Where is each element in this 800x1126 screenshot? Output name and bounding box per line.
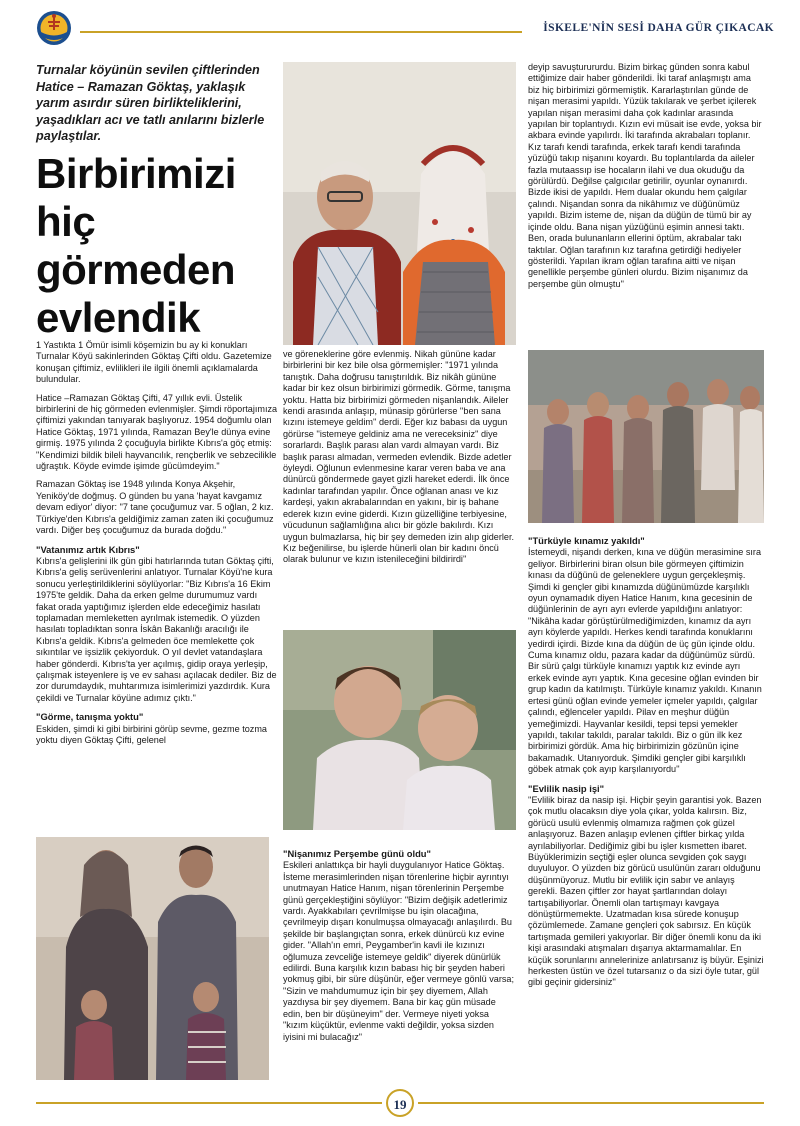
page-number: 19 — [386, 1089, 414, 1117]
article-headline — [36, 150, 280, 342]
headline-line: görmeden — [36, 246, 236, 293]
paragraph: ve göreneklerine göre evlenmiş. Nikah gününe kadar birbirlerini bir kez bile olsa görmemişler: "1971 yılında tanıştık. Daha doğrusu tanıştırıldık. Biz nikâh gününe kadar bir kez olsun birbirimizi görmedik. Görme, tanışma yoktu. Hatta biz birbirimizi görmeden nişanlandık. Aileler kendi arasında anlaşıp, münasip görürlerse ''ben sana kızını istemeye geldim'' derdi. Eğer kız babası da uygun görürse ''istemeye geldiniz ama ne vereceksiniz'' diye sorarlardı. Başlık parası alan vardı almayan vardı. Biz başlık parası almadan, vermeden evlendik. Bizde adetler öyleydi. Oğlunun evlenmesine karar veren baba ve ana dünürcü göndermede gayet gizli hareket ederdi. İlk önce kadınlar tarafından yapılır. Önce oğlanan anası ve kız kardeşi, yakın akrabalarından en yakını, bir iş bahane ederek kızın evine giderdi. Kızın güzelliğine terbiyesine, vücudunun sağlamlığına alıcı bir gözle bakılırdı. Kızı uygun bulmazlarsa, hiç bir şey demeden izin alıp giderler. Kız beğenilirse, bu işlerde hünerli olan bir kadını öncü olarak bulunur ve kızın istenileceğini bildirirdi'' — [283, 349, 515, 565]
article-column-1 — [36, 340, 279, 753]
footer-rule-left — [36, 1102, 382, 1104]
subheading: "Vatanımız artık Kıbrıs" — [36, 543, 140, 555]
paragraph: deyip savuşturururdu. Bizim birkaç günden sonra kabul ettiğimize dair haber gönderildi. İki taraf anlaşmıştı ama biz hiç birbirimizi görmemiştik. Kararlaştırılan günde de nişan merasimi yapıldı. Yüzük takılarak ve şerbet içilerek yapılan nişan merasimi daha çok kadınlar arasında yapılan bir toplantıydı. Kızın evi müsait ise evde, yoksa bir akbara evinde yapılırdı. İki tarafında akrabaları toplanır. Kız tarafı kendi tarafında, erkek tarafı kendi tarafında yüzüğü takıp nişanını koyardı. Bu toplantılarda da aileler fazla mutaassıp ise hocaların ilahi ve dua okuduğu da görülürdü. Değilse çalgıcılar getirilir, oyunlar oynanırdı. Bizde ikisi de yapıldı. Hem dualar okundu hem çalgılar çalındı. Nişandan sonra da nikâhımız ve düğünümüz yapıldı. Bizim isteme de, nişan da düğün de tümü bir ay içinde oldu. Bana nişan yüzüğünü eşimin annesi taktı. Ben, orada bulunanların ellerini öptüm, akrabalar takı taktılar. Oğlan tarafının kız tarafına getirdiği hediyeler gösterildi. Yapılan ikram oğlan tarafına aitti ve nişan genellikle perşembe günleri olurdu. Bizim nişanımız da perşembe gün olmuştu'' — [528, 62, 762, 289]
article-column-2 — [283, 349, 516, 573]
headline-line: Birbirimizi — [36, 150, 236, 197]
headline-line: hiç — [36, 198, 96, 245]
footer-rule-right — [418, 1102, 764, 1104]
article-column-3 — [528, 62, 764, 297]
paragraph: Eskileri anlattıkça bir hayli duygulanıyor Hatice Göktaş. İsteme merasimlerinden nişan törenlerine hiçbir ayrıntıyı unutmayan Hatice Hanım, nişan törenlerinin Perşembe günü gerçekleştiğini söylüyor: "Bizim değişik adetlerimiz vardı. Ayakkabıları çevrilmişse bu işin olacağına, çevrilmeyip dışarı konulmuşsa olmayacağı anlaşılırdı. Bu şekilde bir başlangıçtan sonra, erkek dünürcü kız evine gider. "Allah'ın emri, Peygamber'in kavli ile kızınızı oğlumuza zevceliğe istemeye geldik" diyerek dünürlük edilirdi. Buna karşılık kızın babası hiç bir şeyden haberi yokmuş gibi, bir süre düşünür, eğer vermeye gönlü varsa; "Sizin ve mahdumumuz için bir şey diyemem, Allah yazdıysa bir şey diyemem. Bana bir kaç gün müsade edin, ben bir düşüneyim" der. Vermeye niyeti yoksa "kızım küçüktür, evlenme vakti değildir, yoksa sizden iyisini mi bulacağız" — [283, 860, 514, 1042]
paragraph: Kıbrıs'a gelişlerini ilk gün gibi hatırlarında tutan Göktaş çifti, Kıbrıs'a geliş serüvenlerini anlatıyor. Turnalar Köyü'ne kura sonucu yerleştirildiklerini söylüyorlar: "Biz Kıbrıs'a 16 Ekim 1975'te geldik. Daha da erken gelme durumumuz vardı fakat orada yaptığımız işlerden elde edeceğimiz hasılatı toplamadan memleketten ayrılmak istemedik. O yüzden hasılatı topladıktan sonra İskân Bakanlığı aracılığı ile Kıbrıs'a geldik. Kıbrıs'a gelmeden öce memlekette çok sıkıntılar ve işsizlik çekiyorduk. O yıl devlet vatandaşlara haber gönderdi. Kıbrıs'ta yer açılmış, gidip oraya yerleşip, çalışmak isteyenlere iş ve ev sahası açılacak dediler. Biz de zor durumdaydık, muhtarımıza isimlerimizi yazdırdık. Kura çekildi ve Turnalar köyüne adımız çıktı." — [36, 555, 277, 703]
headline-line: evlendik — [36, 294, 201, 341]
photo-two-children — [283, 630, 516, 830]
photo-family-group — [528, 350, 764, 523]
subheading: "Görme, tanışma yoktu" — [36, 711, 144, 723]
header-rule — [80, 31, 522, 33]
paragraph: Ramazan Göktaş ise 1948 yılında Konya Akşehir, Yeniköy'de doğmuş. O günden bu yana 'hayat kavgamız devam ediyor' diyor: "7 tane çocuğumuz var. 5 oğlan, 2 kız. Türkiye'den Kıbrıs'a geldiğimiz zaman zaten iki çocuğumuz vardı. Diğer beş çocuğumuz da burada doğdu." — [36, 479, 274, 536]
article-column-3-lower — [528, 529, 764, 996]
article-column-2-lower — [283, 842, 516, 1050]
subheading: "Evlilik nasip işi" — [528, 782, 605, 794]
municipality-emblem-icon — [36, 8, 72, 48]
paragraph: Hatice –Ramazan Göktaş Çifti, 47 yıllık evli. Üstelik birbirlerini de hiç görmeden evlenmişler. Şimdi röportajımıza çiftimizi yakından tanıyarak başlıyoruz. 1954 doğumlu olan Hatice Göktaş, 1971 yılında, Ramazan Bey'le dünya evine girmiş. 1975 yılında 2 çocuğuyla birlikte Kıbrıs'a göç etmiş: "Kendimizi bildik bileli hayvancılık, rençberlik ve sebzecilikle uğraştık. Köyde evimde işimde gücümdeyim." — [36, 392, 278, 472]
photo-family-vintage — [36, 837, 269, 1080]
header-title: İSKELE'NİN SESİ DAHA GÜR ÇIKACAK — [543, 22, 774, 34]
photo-elderly-couple — [283, 62, 516, 345]
subheading: "Türküyle kınamız yakıldı" — [528, 535, 645, 546]
paragraph: İstemeydi, nişandı derken, kına ve düğün merasimine sıra geliyor. Birbirlerini biran olsun bile görmeyen çiftimizin kınası da düğünü de geleneklere uygun gerçekleşmiş. Şimdi ki gençler gibi kınamızda düğünümüzde karşılıklı oyun oynamadık diyen Hatice Hanım, kına gecesinin de düğünlerinin de ayrı ayrı evlerde yapıldığını anlatıyor: "Nikâha kadar görüştürülmediğimizden, kınamız da ayrı ayrı köylerde yapıldı. Herkes kendi tarafında konuklarını yedirdi içirdi. Bizde kına da düğün de üç gün içinde oldu. Cuma kınamız oldu, pazara kadar da düğünümüz sürdü. Bir sürü çalgı türküyle kınamızı yaptık kız evinde ayrı erkek evinde ayrı yaptık. Kına gecesine oğlan evinden bir grup kadın da katılmıştı. Türküyle kınamız yakıldı. Kınanın ertesi günü oğlan evinde yemeler içmeler yapıldı, çalgılar çalındı, eğlenceler yapıldı. Pilav en meşhur düğün yemeğimizdi. Hayvanlar kesildi, tepsi tepsi yemekler yapıldı, takılar takıldı, paralar takıldı. Biz o gün ilk kez birbirimizi gördük. Ama hiç birbirimizin gözünün içine bakamadık. Utanıyorduk. Şimdiki gençler gibi karşılıklı göbek atmak çok ayıp karşılanıyordu'' — [528, 547, 762, 775]
paragraph: 1 Yastıkta 1 Ömür isimli köşemizin bu ay ki konukları Turnalar Köyü sakinlerinden Göktaş Çifti oldu. Gazetemize konuşan çiftimiz, evlilikleri ile ilgili önemli açıklamalarda bulundular. — [36, 340, 272, 385]
paragraph: Eskiden, şimdi ki gibi birbirini görüp sevme, gezme tozma yoktu diyen Göktaş Çifti, gelenel — [36, 723, 267, 745]
article-intro: Turnalar köyünün sevilen çiftlerinden Hatice – Ramazan Göktaş, yaklaşık yarım asırdır süren birlikteliklerini, yaşadıkları acı ve tatlı anılarını bizlerle paylaştılar. — [36, 63, 265, 143]
subheading: "Nişanımız Perşembe günü oldu" — [283, 848, 431, 859]
paragraph: ''Evlilik biraz da nasip işi. Hiçbir şeyin garantisi yok. Bazen çok mutlu olacaksın diye yola çıkar, yolda kalırsın. Biz, görücü usulü evlenmiş olmamıza rağmen çok güzel anlaşıyoruz. Bazen anlaşıp evlenen çiftler birkaç yılda ayrılabiliyorlar. Dediğimiz gibi bu işler kısmetten ibaret. Büyüklerimizin seçtiği eşler olunca sevgiden çok saygı duyuluyor. O yüzden biz görücü usulünün zararı olduğunu düşünmüyoruz. Mutlu bir evlilik için sabır ve anlayış gerekli. Bazen çiftler zor hayat şartlarından dolayı tartışabiliyorlar. Önemli olan tartışmayı kavgaya dönüştürmemekte. Uzatmadan kısa sürede konuşup çözümlemede. Zamane gençleri çok sabırsız. En küçük tartışmada gemileri yakıyorlar. Bir diğer önemli konu da iki kişi arasındaki atışmaları dışarıya aktarmamalılar. En küçük sorunlarını annelerinize anlatırsanız iş büyür. Eşinizi herkesten üstün ve özel tutarsanız o da sizi öyle tutar, gül gibi geçinir gidersiniz'' — [528, 794, 764, 988]
